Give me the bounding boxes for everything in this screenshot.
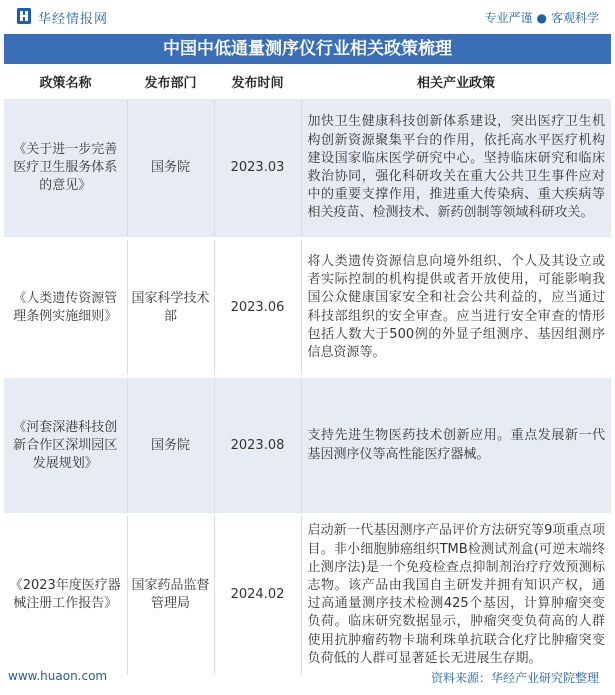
date-cell: 2023.06 — [214, 239, 301, 377]
policy-content-cell: 启动新一代基因测序产品评价方法研究等9项重点项目。非小细胞肺癌组织TMB检测试剂盒(可逆末端终止测序法)是一个免疫检查点抑制剂治疗疗效预测标志物。该产品由我国自主研发并拥有知识产权，通过高通量测序技术检测425个基因，计算肿瘤突变负荷。临床研究数据显示，肿瘤突变负荷高的人群使用抗肿瘤药物卡瑞利珠单抗联合化疗比肿瘤突变负荷低的人群可显著延长无进展生存期。 — [301, 515, 611, 675]
slogan-left: 专业严谨 — [484, 11, 533, 25]
table-row — [4, 98, 611, 239]
policy-content-cell: 加快卫生健康科技创新体系建设，突出医疗卫生机构创新资源聚集平台的作用，依托高水平医疗机构建设国家临床医学研究中心。坚持临床研究和临床救治协同，强化科研攻关在重大公共卫生事件应对中的重要支撑作用，推进重大传染病、重大疾病等相关疫苗、检测技术、新药创制等领域科研攻关。 — [301, 98, 611, 239]
policy-table — [4, 66, 611, 675]
department-cell: 国务院 — [127, 377, 214, 515]
table-row — [4, 515, 611, 675]
table-title: 中国中低通量测序仪行业相关政策梳理 — [4, 34, 611, 64]
huajing-logo-icon — [17, 8, 31, 24]
column-header-name: 政策名称 — [4, 66, 127, 98]
department-cell: 国家药品监督管理局 — [127, 515, 214, 675]
slogan — [484, 9, 599, 26]
table-row — [4, 377, 611, 515]
table-header-row — [4, 66, 611, 98]
policy-name-cell: 《2023年度医疗器械注册工作报告》 — [4, 515, 127, 675]
slogan-dot: ● — [536, 11, 547, 25]
column-header-dept: 发布部门 — [127, 66, 214, 98]
footer — [0, 665, 615, 695]
date-cell: 2024.02 — [214, 515, 301, 675]
policy-name-cell: 《河套深港科技创新合作区深圳园区发展规划》 — [4, 377, 127, 515]
top-bar — [0, 0, 615, 34]
date-cell: 2023.03 — [214, 98, 301, 239]
department-cell: 国家科学技术部 — [127, 239, 214, 377]
policy-content-cell: 支持先进生物医药技术创新应用。重点发展新一代基因测序仪等高性能医疗器械。 — [301, 377, 611, 515]
column-header-date: 发布时间 — [214, 66, 301, 98]
site-name: 华经情报网 — [38, 12, 109, 27]
department-cell: 国务院 — [127, 98, 214, 239]
footer-url[interactable]: www.huaon.com — [8, 669, 108, 683]
policy-content-cell: 将人类遗传资源信息向境外组织、个人及其设立或者实际控制的机构提供或者开放使用，可能影响我国公众健康国家安全和社会公共利益的，应当通过科技部组织的安全审查。应当进行安全审查的情形包括人数大于500例的外显子组测序、基因组测序信息资源等。 — [301, 239, 611, 377]
policy-name-cell: 《人类遗传资源管理条例实施细则》 — [4, 239, 127, 377]
column-header-policy: 相关产业政策 — [301, 66, 611, 98]
source-note: 资料来源：华经产业研究院整理 — [430, 671, 599, 685]
policy-name-cell: 《关于进一步完善医疗卫生服务体系的意见》 — [4, 98, 127, 239]
date-cell: 2023.08 — [214, 377, 301, 515]
table-row — [4, 239, 611, 377]
slogan-right: 客观科学 — [550, 11, 599, 25]
